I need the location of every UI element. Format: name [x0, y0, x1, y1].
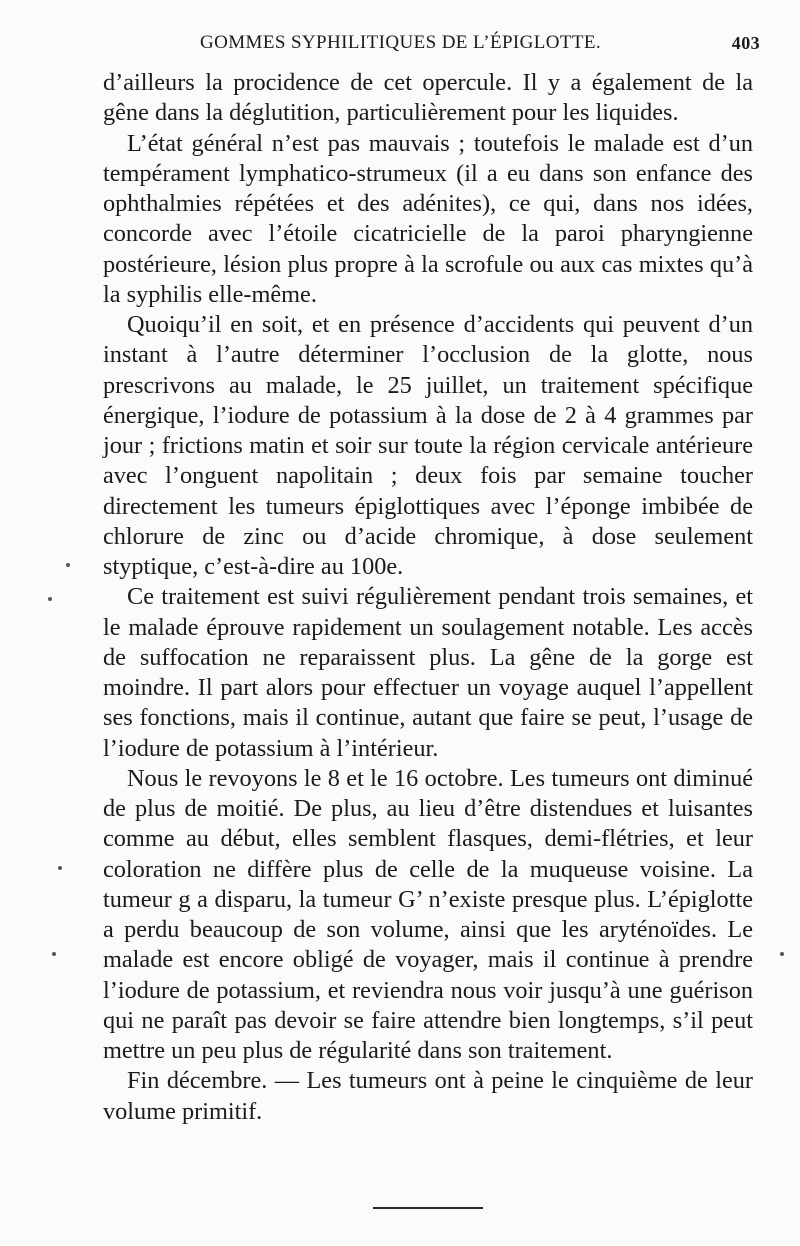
- paragraph-treatment: Quoiqu’il en soit, et en présence d’accidents qui peuvent d’un instant à l’autre déterminer l’occlusion de la glotte, nous prescrivons au malade, le 25 juillet, un traitement spécifique énergique, l’iodure de potassium à la dose de 2 à 4 grammes par jour ; frictions matin et soir sur toute la région cervicale antérieure avec l’onguent napolitain ; deux fois par semaine toucher directement les tumeurs épiglottiques avec l’éponge imbibée de chlorure de zinc ou d’acide chromique, à dose seulement styptique, c’est-à-dire au 100e.: [103, 311, 753, 580]
- running-head: [100, 32, 760, 58]
- print-speck: [780, 952, 784, 956]
- running-title: GOMMES SYPHILITIQUES DE L’ÉPIGLOTTE.: [200, 32, 602, 53]
- print-speck: [58, 866, 62, 870]
- paragraph-progress: Ce traitement est suivi régulièrement pendant trois semaines, et le malade éprouve rapidement un soulagement notable. Les accès de suffocation ne reparaissent plus. La gêne de la gorge est moindre. Il part alors pour effectuer un voyage auquel l’appellent ses fonctions, mais il continue, autant que faire se peut, l’usage de l’iodure de potassium à l’intérieur.: [103, 583, 753, 762]
- page-number: 403: [731, 33, 760, 53]
- print-speck: [66, 563, 70, 567]
- paragraph-december: Fin décembre. — Les tumeurs ont à peine le cinquième de leur volume primitif.: [103, 1067, 753, 1125]
- paragraph-october-visit: Nous le revoyons le 8 et le 16 octobre. Les tumeurs ont diminué de plus de moitié. De plus, au lieu d’être distendues et luisantes comme au début, elles semblent flasques, demi-flétries, et leur coloration ne diffère plus de celle de la muqueuse voisine. La tumeur g a disparu, la tumeur G’ n’existe presque plus. L’épiglotte a perdu beaucoup de son volume, ainsi que les aryténoïdes. Le malade est encore obligé de voyager, mais il continue à prendre l’iodure de potassium, et reviendra nous voir jusqu’à une guérison qui ne paraît pas devoir se faire attendre bien longtemps, s’il peut mettre un peu plus de régularité dans son traitement.: [103, 764, 753, 1064]
- body-text: [103, 68, 753, 1127]
- paragraph-general-state: L’état général n’est pas mauvais ; toutefois le malade est d’un tempérament lymphatico-strumeux (il a eu dans son enfance des ophthalmies répétées et des adénites), ce qui, dans nos idées, concorde avec l’étoile cicatricielle de la paroi pharyngienne postérieure, lésion plus propre à la scrofule ou aux cas mixtes qu’à la syphilis elle-même.: [103, 129, 753, 308]
- closing-rule: [373, 1207, 483, 1209]
- paragraph-continuation: d’ailleurs la procidence de cet opercule. Il y a également de la gêne dans la déglutition, particulièrement pour les liquides.: [103, 69, 753, 127]
- print-speck: [48, 597, 52, 601]
- print-speck: [52, 952, 56, 956]
